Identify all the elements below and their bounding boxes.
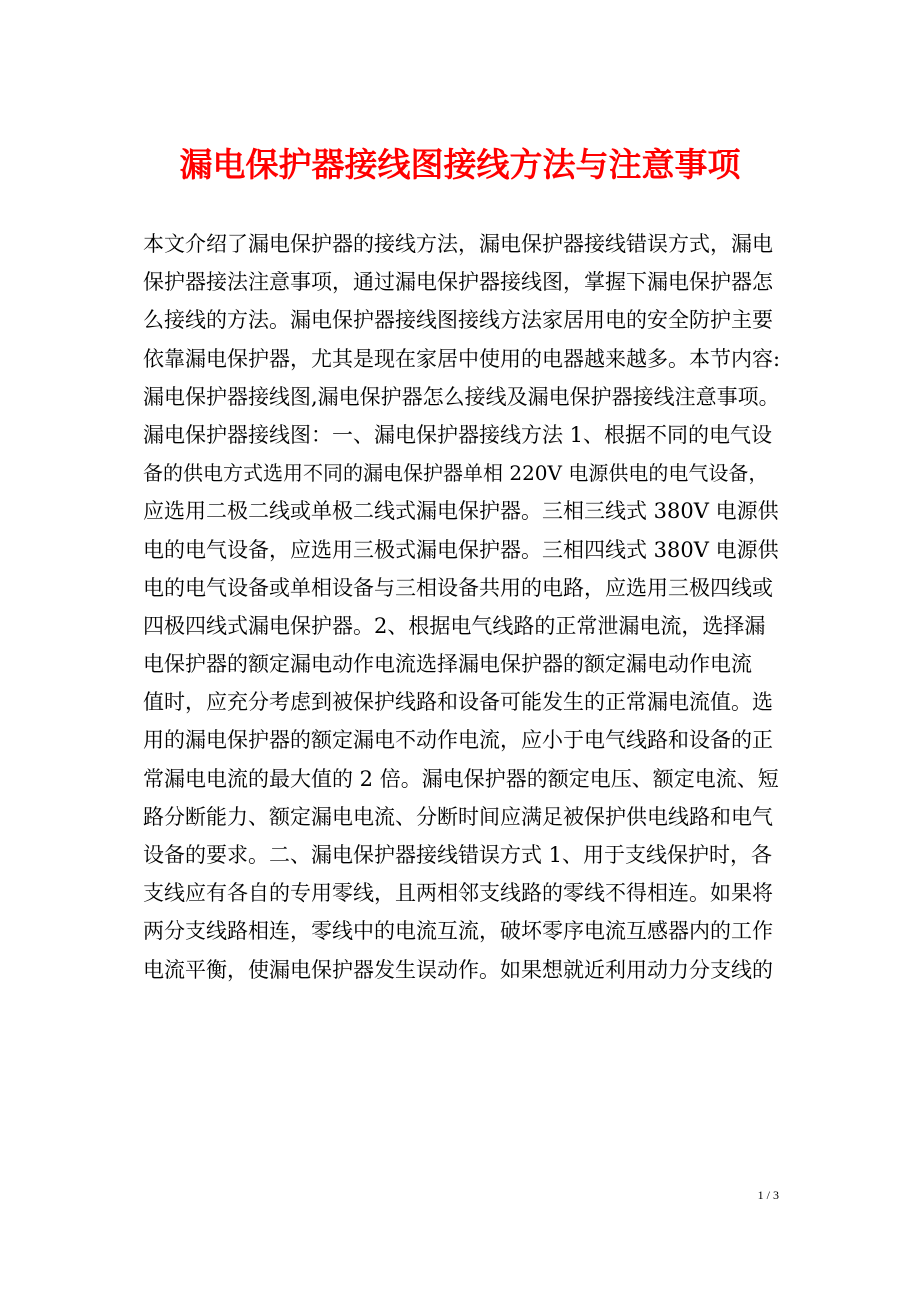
document-title: 漏电保护器接线图接线方法与注意事项 bbox=[179, 145, 741, 184]
body-line: 本文介绍了漏电保护器的接线方法，漏电保护器接线错误方式，漏电 bbox=[143, 232, 773, 256]
body-line: 漏电保护器接线图,漏电保护器怎么接线及漏电保护器接线注意事项。 bbox=[143, 384, 780, 409]
body-line: 用的漏电保护器的额定漏电不动作电流，应小于电气线路和设备的正 bbox=[143, 728, 773, 753]
body-line: 电流平衡，使漏电保护器发生误动作。如果想就近利用动力分支线的 bbox=[143, 957, 773, 982]
body-line: 支线应有各自的专用零线，且两相邻支线路的零线不得相连。如果将 bbox=[143, 881, 773, 906]
body-line: 四极四线式漏电保护器。2、根据电气线路的正常泄漏电流，选择漏 bbox=[143, 613, 766, 638]
body-line: 两分支线路相连，零线中的电流互流，破坏零序电流互感器内的工作 bbox=[143, 919, 773, 944]
body-line: 常漏电电流的最大值的 2 倍。漏电保护器的额定电压、额定电流、短 bbox=[143, 766, 779, 791]
body-line: 值时，应充分考虑到被保护线路和设备可能发生的正常漏电流值。选 bbox=[143, 690, 773, 715]
body-line: 备的供电方式选用不同的漏电保护器单相 220V 电源供电的电气设备， bbox=[143, 461, 769, 486]
document-body bbox=[143, 225, 783, 989]
body-line: 么接线的方法。漏电保护器接线图接线方法家居用电的安全防护主要 bbox=[143, 308, 773, 333]
body-line: 应选用二极二线或单极二线式漏电保护器。三相三线式 380V 电源供 bbox=[143, 499, 779, 524]
body-line: 路分断能力、额定漏电电流、分断时间应满足被保护供电线路和电气 bbox=[143, 804, 773, 829]
body-line: 电保护器的额定漏电动作电流选择漏电保护器的额定漏电动作电流 bbox=[143, 652, 752, 677]
body-line: 电的电气设备，应选用三极式漏电保护器。三相四线式 380V 电源供 bbox=[143, 537, 779, 562]
body-line: 漏电保护器接线图：一、漏电保护器接线方法 1、根据不同的电气设 bbox=[143, 422, 773, 447]
page-number: 1 / 3 bbox=[757, 1188, 779, 1202]
body-line: 设备的要求。二、漏电保护器接线错误方式 1、用于支线保护时，各 bbox=[143, 843, 773, 867]
body-line: 电的电气设备或单相设备与三相设备共用的电路，应选用三极四线或 bbox=[143, 575, 773, 600]
body-line: 依靠漏电保护器，尤其是现在家居中使用的电器越来越多。本节内容: bbox=[143, 346, 781, 371]
body-line: 保护器接法注意事项，通过漏电保护器接线图，掌握下漏电保护器怎 bbox=[143, 270, 773, 295]
